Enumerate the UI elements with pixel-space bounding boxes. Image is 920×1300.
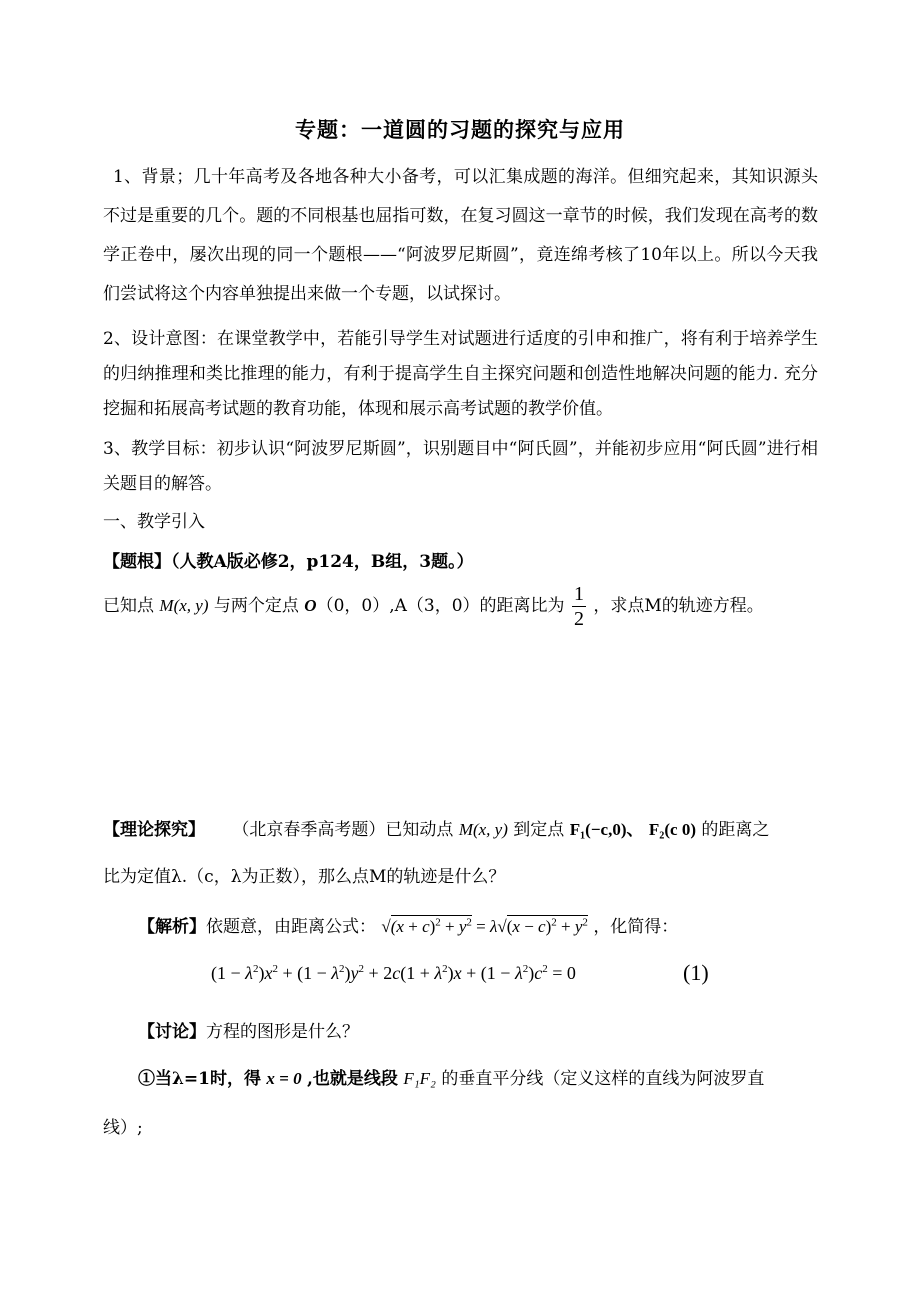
discussion-text: 方程的图形是什么？ (206, 1022, 359, 1042)
problem-text-a: 已知点 (103, 596, 154, 616)
theory-statement-line2: 比为定值λ.（c，λ为正数），那么点M的轨迹是什么？ (103, 867, 506, 887)
page-title: 专题：一道圆的习题的探究与应用 (295, 118, 625, 142)
analysis-text: 依题意，由距离公式： (206, 917, 376, 937)
root-label: 【题根】 (103, 552, 171, 572)
discussion-line (138, 1017, 359, 1042)
case-one-text-c: 的垂直平分线（定义这样的直线为阿波罗直 (441, 1069, 765, 1089)
discussion-label: 【讨论】 (138, 1022, 206, 1042)
point-o-coords: （0，0） (316, 596, 390, 616)
root-problem-statement (103, 582, 764, 631)
case-one-text-b: ,也就是线段 (307, 1069, 398, 1089)
theory-source: （北京春季高考题）已知动点 (232, 820, 454, 840)
root-source: （人教A版必修2，p124，B组，3题。） (171, 552, 474, 572)
problem-text-c: ,A（3，0）的距离比为 (389, 596, 565, 616)
theory-text-b: 到定点 (513, 820, 565, 840)
case-one-line2: 线）; (103, 1118, 143, 1138)
background-paragraph: 1、背景；几十年高考及各地各种大小备考，可以汇集成题的海洋。但细究起来，其知识源头不过是重要的几个。题的不同根基也屈指可数，在复习圆这一章节的时候，我们发现在高考的数学正卷中，屡次出现的同一个题根——“阿波罗尼斯圆”，竟连绵考核了10年以上。所以今天我们尝试将这个内容单独提出来做一个专题，以试探讨。 (103, 167, 818, 304)
theory-f2: F₂(c 0) (648, 820, 697, 839)
case-one-equation: x = 0 (266, 1069, 302, 1088)
analysis-line (138, 912, 678, 937)
teaching-goal-paragraph: 3、教学目标：初步认识“阿波罗尼斯圆”，识别题目中“阿氏圆”，并能初步应用“阿氏圆”进行相关题目的解答。 (103, 439, 818, 494)
theory-label: 【理论探究】 (103, 820, 205, 840)
theory-text-c: 的距离之 (701, 820, 770, 840)
design-intent-paragraph: 2、设计意图：在课堂教学中，若能引导学生对试题进行适度的引申和推广，将有利于培养学生的归纳推理和类比推理的能力，有利于提高学生自主探究问题和创造性地解决问题的能力. 充分挖掘和拓展高考试题的教育功能，体现和展示高考试题的教学价值。 (103, 329, 818, 419)
case-one-text-a: ①当λ=1时，得 (138, 1069, 261, 1089)
problem-text-d: ，求点M的轨迹方程。 (593, 596, 764, 616)
ratio-numerator: 1 (573, 583, 584, 605)
root-problem-header (103, 547, 474, 572)
case-one-line (138, 1064, 764, 1089)
problem-text-b: 与两个定点 (213, 596, 299, 616)
equation-number: (1) (683, 960, 709, 985)
ratio-denominator: 2 (573, 608, 584, 630)
analysis-text-after: ，化简得： (593, 917, 679, 937)
segment-f1f2: F₁F₂ (403, 1069, 436, 1088)
section-heading: 一、教学引入 (103, 512, 205, 532)
theory-statement (103, 815, 769, 840)
ratio-fraction (572, 582, 586, 631)
analysis-label: 【解析】 (138, 917, 206, 937)
theory-f1: F₁(−c,0)、 (569, 820, 644, 839)
point-m: M(x, y) (159, 596, 209, 615)
theory-point-m: M(x, y) (458, 820, 508, 839)
simplified-equation: $(1 - \lambda^2)x^2 + (1 - \lambda^2)y^2 + 2c(1 + \lambda^2)x + (1 - \lambda^2)c^2 = 0$ (211, 963, 576, 983)
point-o: O (304, 596, 317, 615)
distance-formula: $√(x + c)^2 + y^2 = \lambda√(x - c)^2 + y^2$ (381, 916, 588, 936)
